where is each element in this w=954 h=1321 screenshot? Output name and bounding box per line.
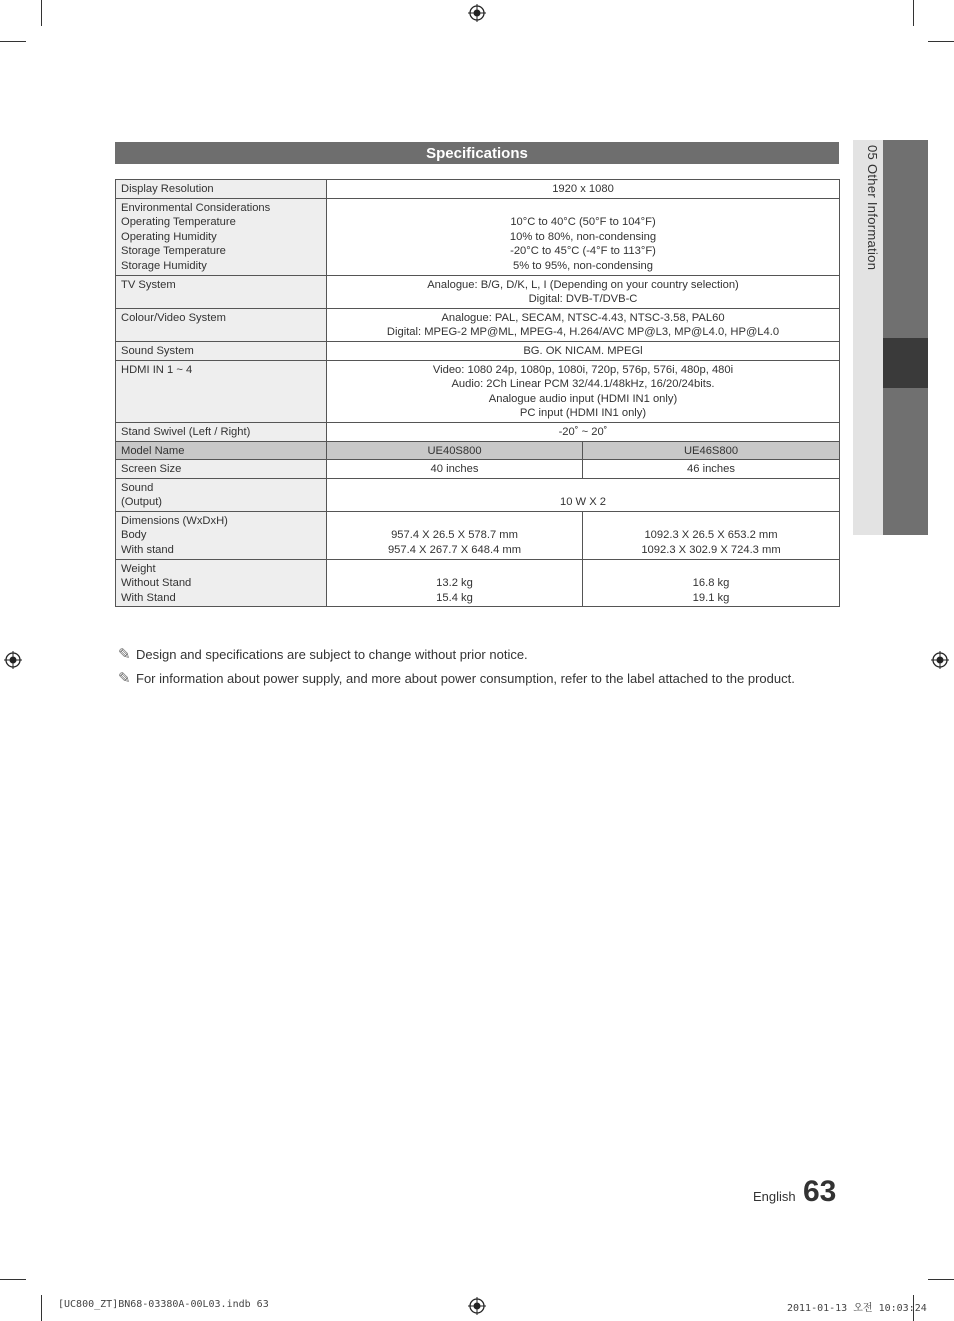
cell-line: Operating Humidity [121,230,217,243]
row-label [116,180,327,199]
table-row [116,559,840,607]
row-value [327,198,840,275]
page-title: Specifications [115,142,839,164]
cell-line: Colour/Video System [121,311,226,324]
row-label [116,478,327,511]
cell-line: -20°C to 45°C (-4°F to 113°F) [510,245,656,258]
table-row [116,198,840,275]
cell-line: 16.8 kg [692,577,730,590]
cell-line: Dimensions (WxDxH) [121,514,228,527]
row-value-a [327,559,583,607]
cell-line: 10 W X 2 [559,496,606,509]
note-item [118,645,528,663]
cell-line: Digital: MPEG-2 MP@ML, MPEG-4, H.264/AVC MP@L3, MP@L4.0, HP@L4.0 [386,326,780,339]
crop-mark [0,1279,26,1280]
side-tab-section-marker [883,338,928,388]
model-header-label: Model Name [116,441,327,460]
row-value [327,478,840,511]
table-row [116,275,840,308]
note-text: For information about power supply, and more about power consumption, refer to the label attached to the product. [136,671,795,686]
row-label [116,275,327,308]
note-item [118,669,795,687]
cell-line: 10% to 80%, non-condensing [509,230,657,243]
table-row [116,180,840,199]
row-value-b [583,460,840,479]
registration-mark-icon [931,651,949,669]
cell-line: 957.4 X 26.5 X 578.7 mm [391,529,518,542]
table-row [116,360,840,422]
table-row [116,478,840,511]
print-date: 2011-01-13 오전 10:03:24 [787,1303,927,1314]
cell-line: Weight [121,562,156,575]
cell-line: With Stand [121,591,176,604]
side-tab-label: 05 Other Information [865,145,880,271]
row-value [327,341,840,360]
row-value [327,360,840,422]
cell-line: Operating Temperature [121,216,236,229]
cell-line: 40 inches [430,463,479,476]
footer-language: English [753,1189,796,1204]
table-row [116,341,840,360]
row-label [116,422,327,441]
row-value-b [583,511,840,559]
cell-line: Sound System [121,344,194,357]
cell-line: 10°C to 40°C (50°F to 104°F) [510,216,656,229]
cell-line: Environmental Considerations [121,201,271,214]
row-value [327,275,840,308]
cell-line: BG. OK NICAM. MPEGl [523,344,643,357]
model-name: UE46S800 [583,441,840,460]
cell-line: Storage Humidity [121,259,207,272]
cell-line: With stand [121,544,174,557]
file-info: [UC800_ZT]BN68-03380A-00L03.indb 63 [58,1299,269,1310]
cell-line: TV System [121,278,176,291]
cell-line: Analogue audio input (HDMI IN1 only) [488,392,678,405]
registration-mark-icon [468,1297,486,1315]
cell-line: Video: 1080 24p, 1080p, 1080i, 720p, 576p, 576i, 480p, 480i [432,363,734,376]
row-label [116,308,327,341]
crop-mark [928,41,954,42]
pencil-icon: ✎ [118,646,131,663]
cell-line: (Output) [121,496,163,509]
specifications-table [115,179,840,607]
table-row [116,460,840,479]
cell-line: 15.4 kg [436,591,473,604]
crop-mark [41,1295,42,1321]
row-label [116,198,327,275]
cell-line: HDMI IN 1 ~ 4 [121,363,193,376]
cell-line: Digital: DVB-T/DVB-C [528,293,638,306]
cell-line: 1092.3 X 302.9 X 724.3 mm [641,544,781,557]
cell-line: PC input (HDMI IN1 only) [519,407,647,420]
row-label [116,341,327,360]
registration-mark-icon [468,4,486,22]
cell-line: Stand Swivel (Left / Right) [121,425,251,438]
row-label [116,559,327,607]
cell-line: Without Stand [121,577,192,590]
crop-mark [913,0,914,26]
cell-line: Storage Temperature [121,245,226,258]
registration-mark-icon [4,651,22,669]
cell-line: Sound [121,481,154,494]
row-label [116,511,327,559]
cell-line: 957.4 X 267.7 X 648.4 mm [387,544,522,557]
crop-mark [41,0,42,26]
row-value-a [327,460,583,479]
page-number: 63 [803,1175,837,1208]
cell-line: -20˚ ~ 20˚ [558,425,608,438]
row-value [327,180,840,199]
row-value-a [327,511,583,559]
cell-line: Audio: 2Ch Linear PCM 32/44.1/48kHz, 16/20/24bits. [451,378,715,391]
note-text: Design and specifications are subject to change without prior notice. [136,647,528,662]
cell-line: 46 inches [687,463,735,476]
crop-mark [928,1279,954,1280]
table-row [116,511,840,559]
pencil-icon: ✎ [118,670,131,687]
cell-line: 5% to 95%, non-condensing [513,259,653,272]
cell-line: 13.2 kg [436,577,473,590]
row-value-b [583,559,840,607]
row-label [116,460,327,479]
model-header-row [116,441,840,460]
cell-line: Body [121,529,147,542]
cell-line: Display Resolution [121,183,214,195]
cell-line: Screen Size [121,463,182,476]
cell-line: 1920 x 1080 [552,183,614,195]
row-label [116,360,327,422]
crop-mark [0,41,26,42]
model-name: UE40S800 [327,441,583,460]
table-row [116,422,840,441]
cell-line: 1092.3 X 26.5 X 653.2 mm [644,529,778,542]
cell-line: 19.1 kg [692,591,730,604]
row-value [327,422,840,441]
cell-line: Analogue: B/G, D/K, L, I (Depending on your country selection) [427,278,739,291]
table-row [116,308,840,341]
cell-line: Analogue: PAL, SECAM, NTSC-4.43, NTSC-3.58, PAL60 [441,311,725,324]
row-value [327,308,840,341]
